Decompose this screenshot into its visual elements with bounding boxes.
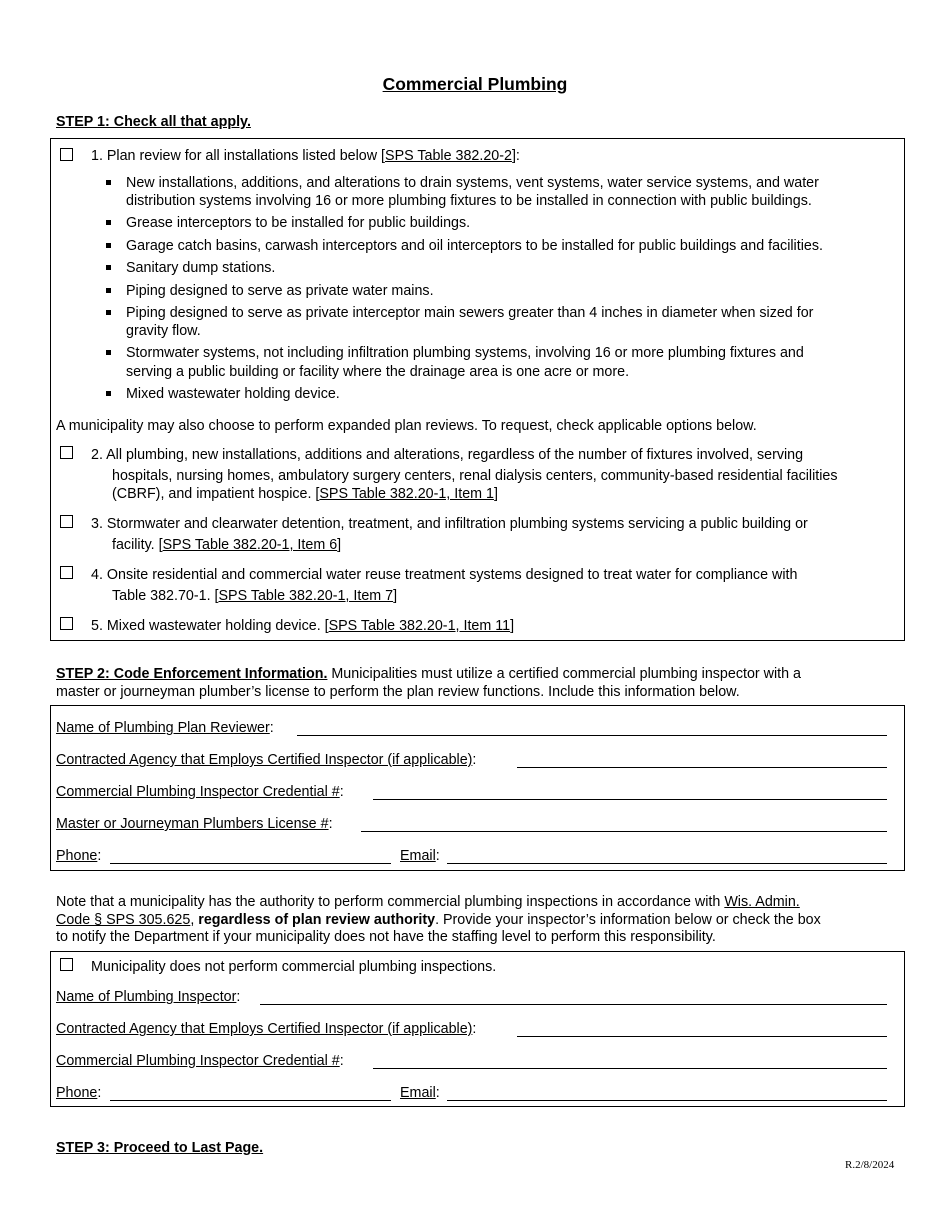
bullet-text: Piping designed to serve as private water mains. — [126, 283, 434, 299]
step3-heading: STEP 3: Proceed to Last Page. — [56, 1140, 264, 1156]
bullet-text: gravity flow. — [126, 323, 201, 339]
note-line1 — [56, 894, 800, 910]
inspector-label — [56, 989, 240, 1005]
note-line2 — [56, 912, 821, 928]
bullet-icon — [106, 310, 111, 315]
step2-intro-line2: master or journeyman plumber’s license to perform the plan review functions. Include this information below. — [56, 684, 740, 700]
inspection-email-label-text: Email — [400, 1085, 436, 1101]
reviewer-label-text: Name of Plumbing Plan Reviewer — [56, 720, 270, 736]
bullet-text: distribution systems involving 16 or more plumbing fixtures to be installed in connection with public buildings. — [126, 193, 812, 209]
email-label-text: Email — [400, 848, 436, 864]
bullet-icon — [106, 350, 111, 355]
bullet-text: Garage catch basins, carwash interceptors and oil interceptors to be installed for public buildings and facilities. — [126, 238, 823, 254]
agency-input[interactable] — [517, 767, 887, 768]
colon: : — [97, 848, 102, 864]
colon: : — [339, 784, 344, 800]
item2-text: 2. All plumbing, new installations, additions and alterations, regardless of the number of fixtures involved, serving — [91, 447, 804, 463]
note-text: . Provide your inspector’s information below or check the box — [435, 912, 821, 928]
bullet-text: Piping designed to serve as private interceptor main sewers greater than 4 inches in diameter when sized for — [126, 305, 814, 321]
no-inspections-checkbox[interactable] — [60, 958, 73, 971]
item2-suffix: ] — [493, 486, 498, 502]
item3-text: 3. Stormwater and clearwater detention, treatment, and infiltration plumbing systems servicing a public building or — [91, 516, 808, 532]
bullet-text: New installations, additions, and alterations to drain systems, vent systems, water service systems, and water — [126, 175, 819, 191]
item4-text: 4. Onsite residential and commercial water reuse treatment systems designed to treat water for compliance with — [91, 567, 798, 583]
item2-ref-link[interactable]: SPS Table 382.20-1, Item 1 — [319, 486, 494, 502]
inspection-agency-label — [56, 1021, 476, 1037]
item3-checkbox[interactable] — [60, 515, 73, 528]
inspection-phone-label-text: Phone — [56, 1085, 98, 1101]
item5-label: 5. Mixed wastewater holding device. [ — [91, 618, 329, 634]
item4-checkbox[interactable] — [60, 566, 73, 579]
item2-label: (CBRF), and impatient hospice. [ — [112, 486, 320, 502]
email-label — [400, 848, 440, 864]
item3-label: facility. [ — [112, 537, 163, 553]
inspection-agency-label-text: Contracted Agency that Employs Certified Inspector (if applicable) — [56, 1021, 473, 1037]
item4-label: Table 382.70-1. [ — [112, 588, 219, 604]
colon: : — [472, 1021, 477, 1037]
inspector-label-text: Name of Plumbing Inspector — [56, 989, 237, 1005]
item3-suffix: ] — [337, 537, 342, 553]
code-ref-link[interactable]: Code § SPS 305.625 — [56, 912, 191, 928]
step2-heading: STEP 2: Code Enforcement Information. — [56, 666, 328, 682]
note-text: , — [190, 912, 199, 928]
bullet-icon — [106, 220, 111, 225]
item5-text — [91, 618, 514, 634]
reviewer-input[interactable] — [297, 735, 887, 736]
item3-ref-link[interactable]: SPS Table 382.20-1, Item 6 — [162, 537, 338, 553]
bullet-text: serving a public building or facility where the drainage area is one acre or more. — [126, 364, 630, 380]
colon: : — [435, 1085, 440, 1101]
item2-text — [112, 486, 498, 502]
note-text: Note that a municipality has the authority to perform commercial plumbing inspections in accordance with — [56, 894, 725, 910]
bullet-icon — [106, 265, 111, 270]
item1-text — [91, 148, 520, 164]
credential-label-text: Commercial Plumbing Inspector Credential # — [56, 784, 340, 800]
inspection-credential-input[interactable] — [373, 1068, 887, 1069]
phone-label-text: Phone — [56, 848, 98, 864]
inspection-phone-label — [56, 1085, 101, 1101]
bullet-text: Grease interceptors to be installed for public buildings. — [126, 215, 471, 231]
revision-date: R.2/8/2024 — [845, 1159, 895, 1171]
expanded-review-note: A municipality may also choose to perform expanded plan reviews. To request, check applicable options below. — [56, 418, 757, 434]
phone-input[interactable] — [110, 863, 391, 864]
bullet-icon — [106, 391, 111, 396]
code-ref-link[interactable]: Wis. Admin. — [724, 894, 800, 910]
license-label-text: Master or Journeyman Plumbers License # — [56, 816, 329, 832]
inspection-phone-input[interactable] — [110, 1100, 391, 1101]
note-line3: to notify the Department if your municipality does not have the staffing level to perform this responsibility. — [56, 929, 716, 945]
colon: : — [236, 989, 241, 1005]
credential-label — [56, 784, 344, 800]
item4-ref-link[interactable]: SPS Table 382.20-1, Item 7 — [218, 588, 394, 604]
phone-label — [56, 848, 101, 864]
colon: : — [472, 752, 477, 768]
bullet-text: Mixed wastewater holding device. — [126, 386, 340, 402]
item4-text — [112, 588, 397, 604]
item1-label: 1. Plan review for all installations listed below [ — [91, 148, 386, 164]
note-bold-text: regardless of plan review authority — [198, 912, 436, 928]
item5-ref-link[interactable]: SPS Table 382.20-1, Item 11 — [328, 618, 511, 634]
bullet-icon — [106, 243, 111, 248]
item5-checkbox[interactable] — [60, 617, 73, 630]
reviewer-label — [56, 720, 274, 736]
inspection-email-input[interactable] — [447, 1100, 887, 1101]
colon: : — [435, 848, 440, 864]
item5-suffix: ] — [510, 618, 515, 634]
inspection-credential-label-text: Commercial Plumbing Inspector Credential # — [56, 1053, 340, 1069]
credential-input[interactable] — [373, 799, 887, 800]
step1-heading: STEP 1: Check all that apply. — [56, 114, 251, 130]
license-label — [56, 816, 333, 832]
item2-text: hospitals, nursing homes, ambulatory surgery centers, renal dialysis centers, community-based residential facilities — [112, 468, 838, 484]
inspector-input[interactable] — [260, 1004, 887, 1005]
inspection-email-label — [400, 1085, 440, 1101]
agency-label-text: Contracted Agency that Employs Certified Inspector (if applicable) — [56, 752, 473, 768]
inspection-agency-input[interactable] — [517, 1036, 887, 1037]
item2-checkbox[interactable] — [60, 446, 73, 459]
no-inspections-label: Municipality does not perform commercial plumbing inspections. — [91, 959, 497, 975]
item1-checkbox[interactable] — [60, 148, 73, 161]
bullet-icon — [106, 180, 111, 185]
agency-label — [56, 752, 476, 768]
colon: : — [97, 1085, 102, 1101]
step2-intro-text: Municipalities must utilize a certified commercial plumbing inspector with a — [327, 666, 801, 682]
inspection-credential-label — [56, 1053, 344, 1069]
item1-suffix: ]: — [511, 148, 520, 164]
item1-ref-link[interactable]: SPS Table 382.20-2 — [385, 148, 512, 164]
bullet-icon — [106, 288, 111, 293]
license-input[interactable] — [361, 831, 887, 832]
item3-text — [112, 537, 341, 553]
email-input[interactable] — [447, 863, 887, 864]
page-title: Commercial Plumbing — [382, 74, 568, 94]
bullet-text: Stormwater systems, not including infiltration plumbing systems, involving 16 or more plumbing fixtures and — [126, 345, 804, 361]
step2-intro — [56, 666, 801, 682]
colon: : — [269, 720, 274, 736]
colon: : — [339, 1053, 344, 1069]
colon: : — [328, 816, 333, 832]
item4-suffix: ] — [393, 588, 398, 604]
bullet-text: Sanitary dump stations. — [126, 260, 276, 276]
